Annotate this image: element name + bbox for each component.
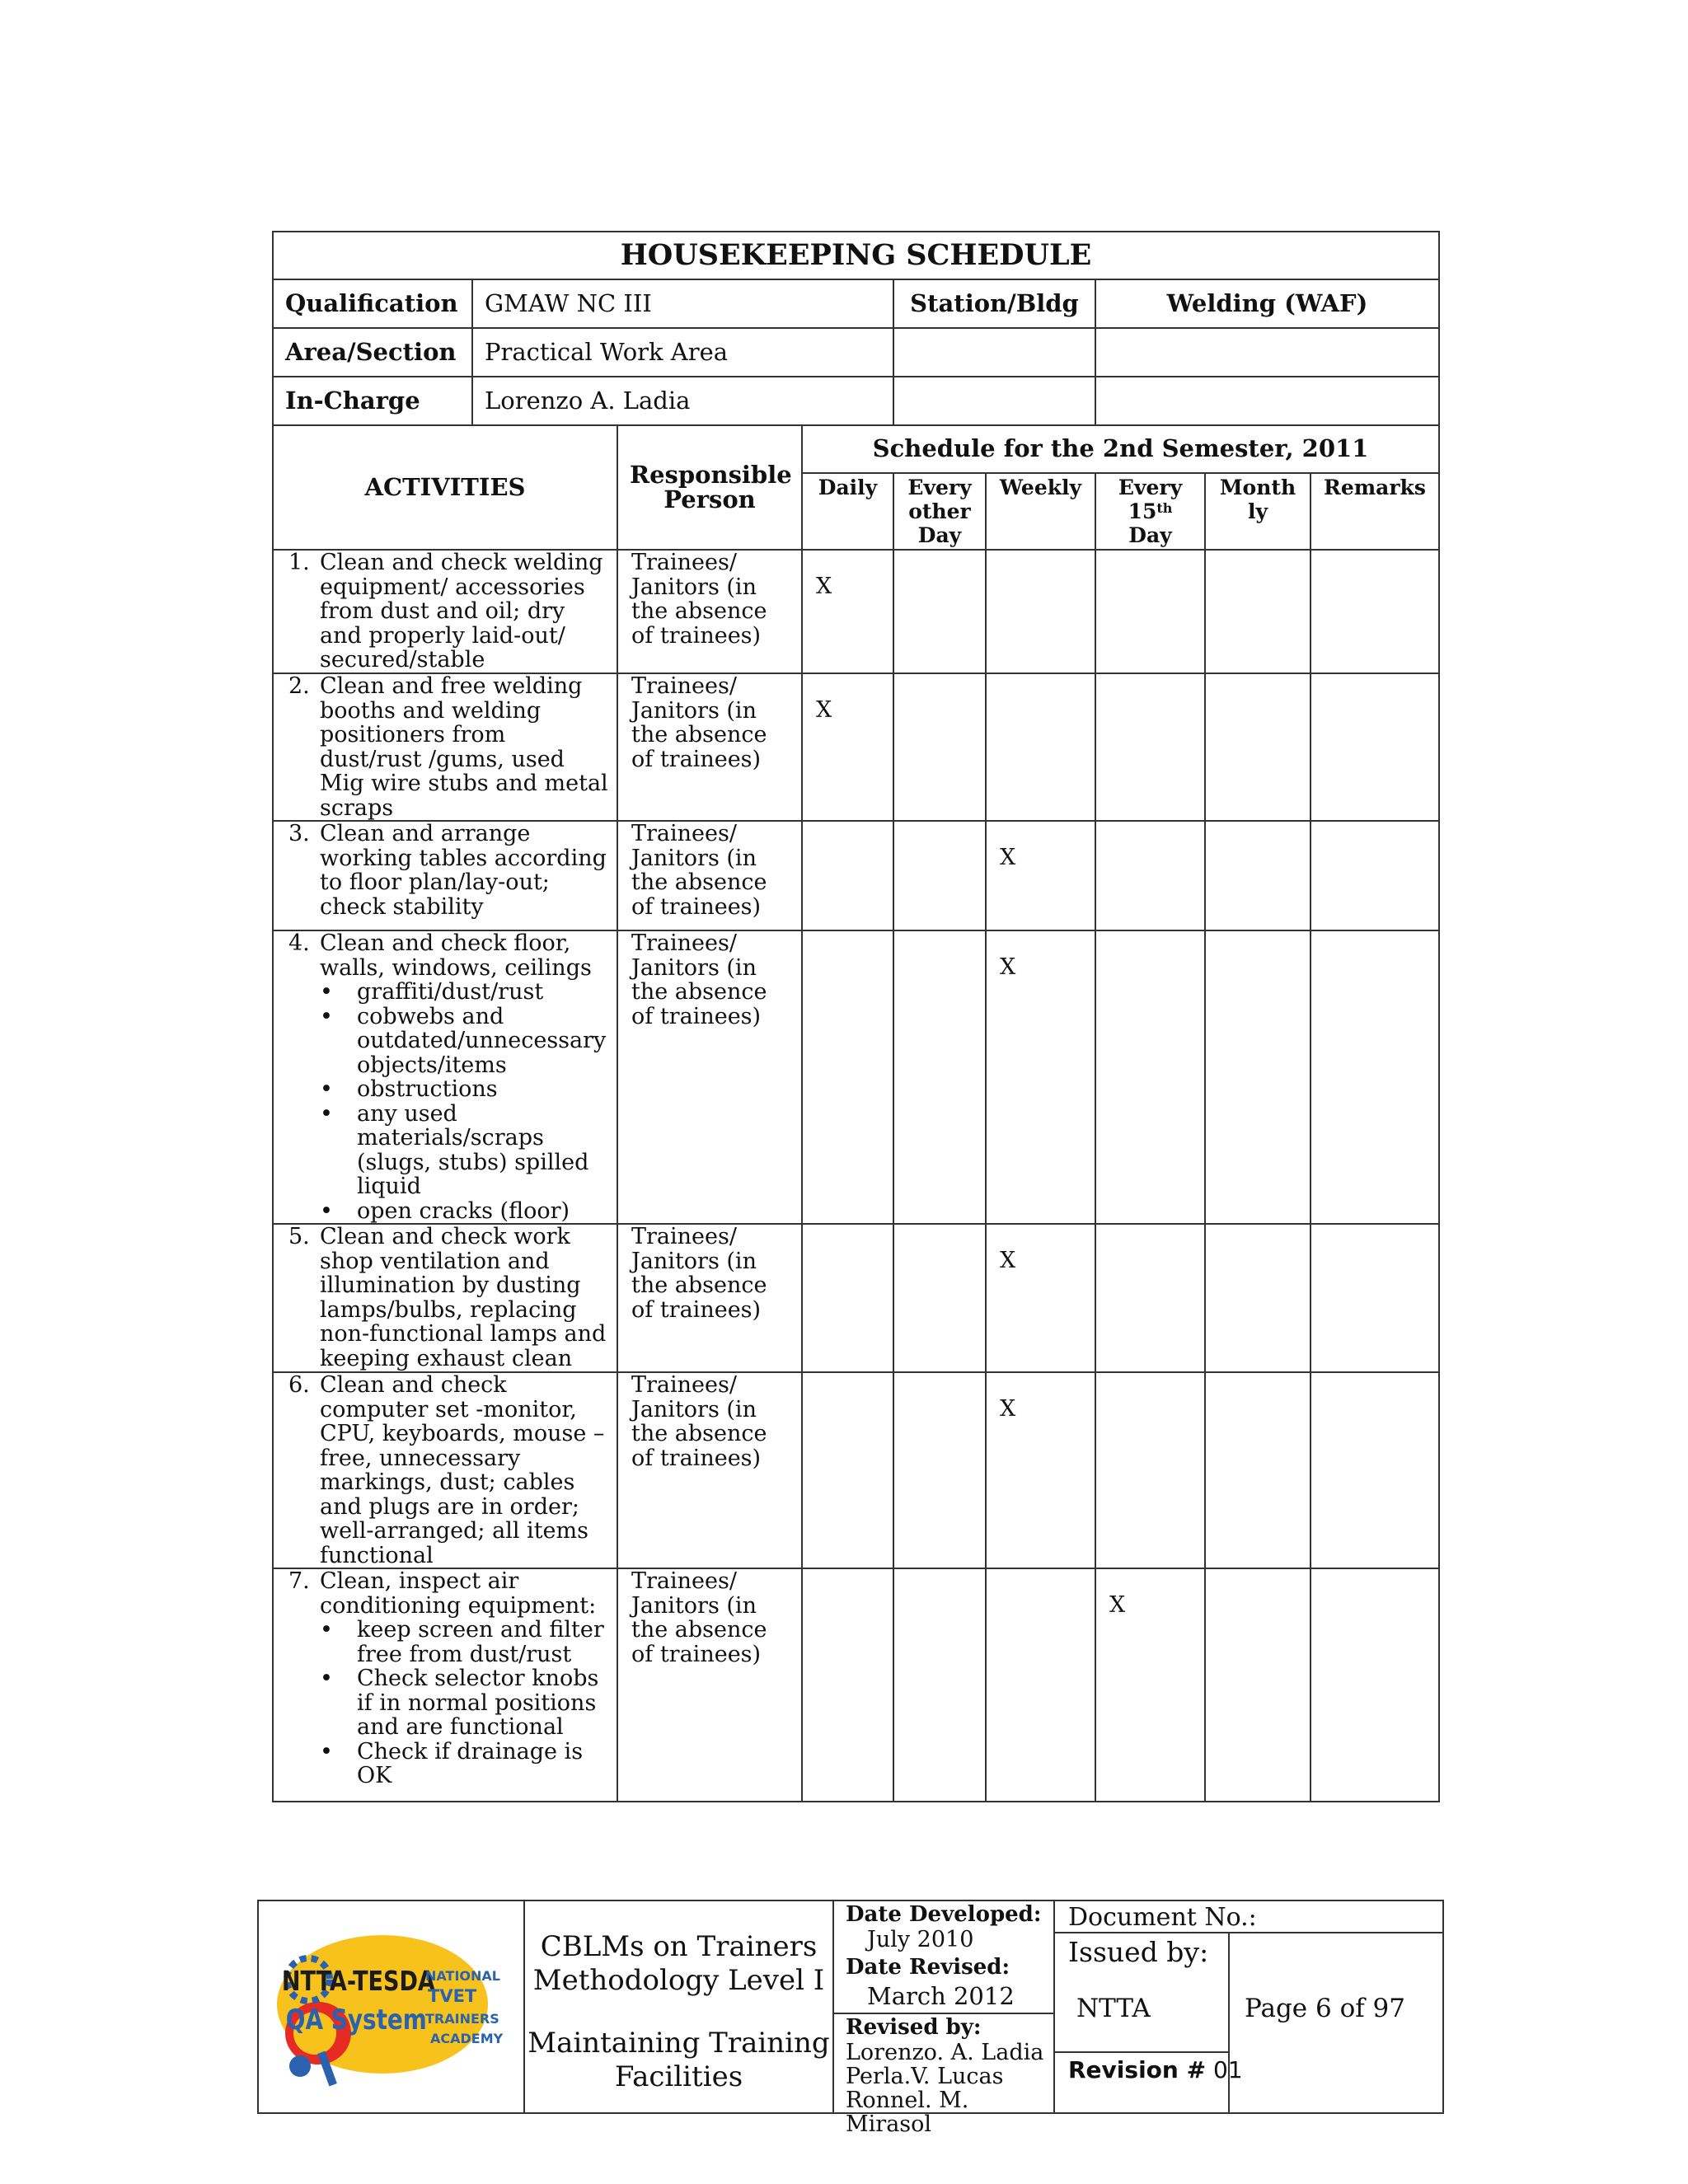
schedule-cell-monthly [1205, 1224, 1311, 1372]
responsible-person-cell: Trainees/ Janitors (in the absence of trainees) [617, 1224, 802, 1372]
logo-national-text: NATIONAL [425, 1968, 500, 1984]
header-row [273, 425, 1439, 473]
daily-header: Daily [802, 473, 893, 550]
schedule-cell-remarks [1311, 1224, 1439, 1372]
activity-row [273, 673, 1439, 821]
area-label: Area/Section [273, 328, 472, 377]
schedule-cell-weekly [986, 1372, 1095, 1568]
activity-cell [273, 930, 617, 1224]
schedule-cell-remarks [1311, 1568, 1439, 1802]
responsible-person-cell: Trainees/ Janitors (in the absence of trainees) [617, 673, 802, 821]
document-vertical-divider [1228, 1932, 1230, 2112]
schedule-cell-daily [802, 550, 893, 673]
activity-cell [273, 1372, 617, 1568]
activity-number: 7. [288, 1568, 310, 1594]
meta-row-qualification [273, 279, 1439, 328]
schedule-cell-remarks [1311, 673, 1439, 821]
activity-number: 5. [288, 1224, 310, 1249]
document-footer [257, 1900, 1444, 2137]
activity-bullet-item: • graffiti/dust/rust [320, 980, 612, 1005]
schedule-cell-every-15th [1095, 1568, 1205, 1802]
revision-value: 01 [1212, 2056, 1243, 2083]
logo-tvet-text: TVET [428, 1986, 477, 2006]
schedule-cell-monthly [1205, 930, 1311, 1224]
activity-row [273, 1568, 1439, 1802]
schedule-cell-daily [802, 930, 893, 1224]
reviser-2: Perla.V. Lucas [846, 2064, 1004, 2089]
qualification-value: GMAW NC III [472, 279, 893, 328]
date-developed-label: Date Developed: [846, 1902, 1042, 1927]
document-no-label: Document No.: [1068, 1903, 1257, 1932]
page-number: Page 6 of 97 [1245, 1994, 1406, 2023]
schedule-cell-every-15th [1095, 821, 1205, 930]
activity-bullet-list [288, 1618, 612, 1788]
responsible-person-cell: Trainees/ Janitors (in the absence of trainees) [617, 821, 802, 930]
course-title: CBLMs on Trainers Methodology Level I [532, 1930, 825, 1997]
schedule-cell-monthly [1205, 550, 1311, 673]
schedule-cell-every-15th [1095, 550, 1205, 673]
schedule-title: HOUSEKEEPING SCHEDULE [273, 232, 1439, 279]
in-charge-value: Lorenzo A. Ladia [472, 377, 893, 425]
schedule-cell-every-15th [1095, 1224, 1205, 1372]
station-value: Welding (WAF) [1095, 279, 1439, 328]
activity-number: 2. [288, 673, 310, 699]
logo-system-text: QA System [285, 2004, 427, 2036]
schedule-cell-remarks [1311, 1372, 1439, 1568]
schedule-cell-every-other-day [893, 930, 986, 1224]
area-extra-value [1095, 328, 1439, 377]
activity-cell [273, 1224, 617, 1372]
ntta-tesda-logo [259, 1901, 525, 2112]
activity-description: Clean and check welding equipment/ accessories from dust and oil; dry and properly laid-out/ secured/stable [320, 550, 603, 673]
schedule-cell-weekly [986, 821, 1095, 930]
activity-bullet-list [288, 980, 612, 1223]
issued-by-label: Issued by: [1068, 1936, 1209, 1968]
schedule-cell-daily [802, 1568, 893, 1802]
schedule-mark: X [1000, 845, 1016, 870]
schedule-cell-daily [802, 1372, 893, 1568]
schedule-cell-weekly [986, 1224, 1095, 1372]
activity-cell [273, 673, 617, 821]
activity-bullet-item: • Check selector knobs if in normal positions and are functional [320, 1666, 612, 1740]
responsible-person-cell: Trainees/ Janitors (in the absence of trainees) [617, 930, 802, 1224]
schedule-cell-every-other-day [893, 550, 986, 673]
schedule-cell-daily [802, 673, 893, 821]
schedule-cell-remarks [1311, 550, 1439, 673]
schedule-mark: X [816, 574, 832, 599]
activity-description: Clean and check computer set -monitor, CPU, keyboards, mouse – free, unnecessary markings, dust; cables and plugs are in order; well-arranged; all items functional [320, 1372, 605, 1568]
date-revised-label: Date Revised: [846, 1955, 1010, 1980]
schedule-mark: X [1000, 1396, 1016, 1422]
responsible-person-cell: Trainees/ Janitors (in the absence of trainees) [617, 1372, 802, 1568]
activities-header: ACTIVITIES [273, 425, 617, 550]
area-extra-label [893, 328, 1095, 377]
every-15th-text: Every 15 [1118, 476, 1183, 523]
dates-cell [834, 1901, 1055, 2137]
schedule-cell-remarks [1311, 821, 1439, 930]
in-charge-extra-label [893, 377, 1095, 425]
activity-bullet-item: • open cracks (floor) [320, 1199, 612, 1224]
activity-cell [273, 821, 617, 930]
every-other-day-header: Every other Day [893, 473, 986, 550]
schedule-cell-every-other-day [893, 673, 986, 821]
course-cell [525, 1901, 834, 2112]
activity-description: Clean and check work shop ventilation and illumination by dusting lamps/bulbs, replacing non-functional lamps and keeping exhaust clean [320, 1224, 607, 1371]
activity-line [288, 1225, 612, 1371]
schedule-mark: X [1000, 954, 1016, 980]
in-charge-label: In-Charge [273, 377, 472, 425]
date-developed-value: July 2010 [867, 1927, 974, 1952]
logo-cell [259, 1901, 525, 2112]
revision-label: Revision # [1068, 2056, 1207, 2083]
schedule-cell-monthly [1205, 673, 1311, 821]
schedule-cell-weekly [986, 1568, 1095, 1802]
schedule-cell-every-other-day [893, 1568, 986, 1802]
every-15th-day-text: Day [1128, 523, 1172, 547]
activity-line [288, 1569, 612, 1618]
revised-by-label: Revised by: [846, 2015, 982, 2040]
activity-line [288, 674, 612, 820]
schedule-cell-every-other-day [893, 1372, 986, 1568]
activity-description: Clean and check floor, walls, windows, ceilings [320, 930, 592, 981]
activity-line [288, 931, 612, 980]
reviser-3: Ronnel. M. Mirasol [846, 2088, 969, 2137]
activity-row [273, 1372, 1439, 1568]
document-info-cell [1055, 1901, 1442, 2112]
station-label: Station/Bldg [893, 279, 1095, 328]
activity-bullet-item: • keep screen and filter free from dust/rust [320, 1618, 612, 1666]
schedule-cell-every-15th [1095, 930, 1205, 1224]
activity-line [288, 1373, 612, 1568]
qualification-label: Qualification [273, 279, 472, 328]
activity-bullet-item: • obstructions [320, 1077, 612, 1102]
schedule-cell-daily [802, 1224, 893, 1372]
dates-divider [834, 2013, 1053, 2014]
activity-number: 4. [288, 930, 310, 956]
remarks-header: Remarks [1311, 473, 1439, 550]
schedule-cell-monthly [1205, 1372, 1311, 1568]
schedule-mark: X [1109, 1592, 1126, 1618]
document-no-divider [1055, 1932, 1442, 1933]
logo-figure-icon [289, 2055, 311, 2077]
activity-cell [273, 550, 617, 673]
activity-line [288, 551, 612, 673]
every-15th-superscript: th [1156, 500, 1173, 516]
activity-row [273, 930, 1439, 1224]
schedule-mark: X [816, 697, 832, 723]
schedule-cell-daily [802, 821, 893, 930]
activity-cell [273, 1568, 617, 1802]
activity-row [273, 1224, 1439, 1372]
revision-divider [1055, 2051, 1228, 2053]
in-charge-extra-value [1095, 377, 1439, 425]
monthly-header: Month ly [1205, 473, 1311, 550]
date-revised-value: March 2012 [867, 1982, 1015, 2010]
activity-bullet-item: • Check if drainage is OK [320, 1740, 612, 1788]
revision-line [1068, 2056, 1243, 2083]
activity-row [273, 550, 1439, 673]
responsible-person-cell: Trainees/ Janitors (in the absence of trainees) [617, 1568, 802, 1802]
every-15th-day-header [1095, 473, 1205, 550]
issuer-value: NTTA [1076, 1994, 1151, 2023]
activity-line [288, 822, 612, 919]
logo-academy-text: ACADEMY [430, 2031, 504, 2046]
activity-bullet-item: • any used materials/scraps (slugs, stubs) spilled liquid [320, 1102, 612, 1199]
activity-description: Clean, inspect air conditioning equipment: [320, 1568, 597, 1619]
activity-description: Clean and arrange working tables according to floor plan/lay-out; check stability [320, 821, 607, 920]
schedule-cell-every-15th [1095, 1372, 1205, 1568]
schedule-cell-monthly [1205, 821, 1311, 930]
responsible-person-header: Responsible Person [617, 425, 802, 550]
schedule-cell-every-other-day [893, 1224, 986, 1372]
module-title: Maintaining Training Facilities [528, 2027, 830, 2093]
activity-bullet-item: • cobwebs and outdated/unnecessary objects/items [320, 1005, 612, 1078]
activity-rows [273, 550, 1439, 1802]
activity-row [273, 821, 1439, 930]
schedule-period-header: Schedule for the 2nd Semester, 2011 [802, 425, 1439, 473]
schedule-cell-weekly [986, 673, 1095, 821]
schedule-cell-every-other-day [893, 821, 986, 930]
reviser-1: Lorenzo. A. Ladia [846, 2040, 1044, 2065]
schedule-cell-monthly [1205, 1568, 1311, 1802]
housekeeping-schedule-table [272, 231, 1440, 1802]
schedule-mark: X [1000, 1248, 1016, 1273]
schedule-cell-every-15th [1095, 673, 1205, 821]
schedule-cell-remarks [1311, 930, 1439, 1224]
meta-row-in-charge [273, 377, 1439, 425]
schedule-cell-weekly [986, 550, 1095, 673]
responsible-person-cell: Trainees/ Janitors (in the absence of trainees) [617, 550, 802, 673]
area-value: Practical Work Area [472, 328, 893, 377]
activity-description: Clean and free welding booths and welding positioners from dust/rust /gums, used Mig wire stubs and metal scraps [320, 673, 608, 821]
activity-number: 6. [288, 1372, 310, 1398]
logo-trainers-text: TRAINERS [425, 2011, 499, 2027]
weekly-header: Weekly [986, 473, 1095, 550]
logo-brand-text: NTTA-TESDA [281, 1966, 435, 1998]
activity-number: 1. [288, 550, 310, 575]
schedule-cell-weekly [986, 930, 1095, 1224]
meta-row-area [273, 328, 1439, 377]
activity-number: 3. [288, 821, 310, 846]
